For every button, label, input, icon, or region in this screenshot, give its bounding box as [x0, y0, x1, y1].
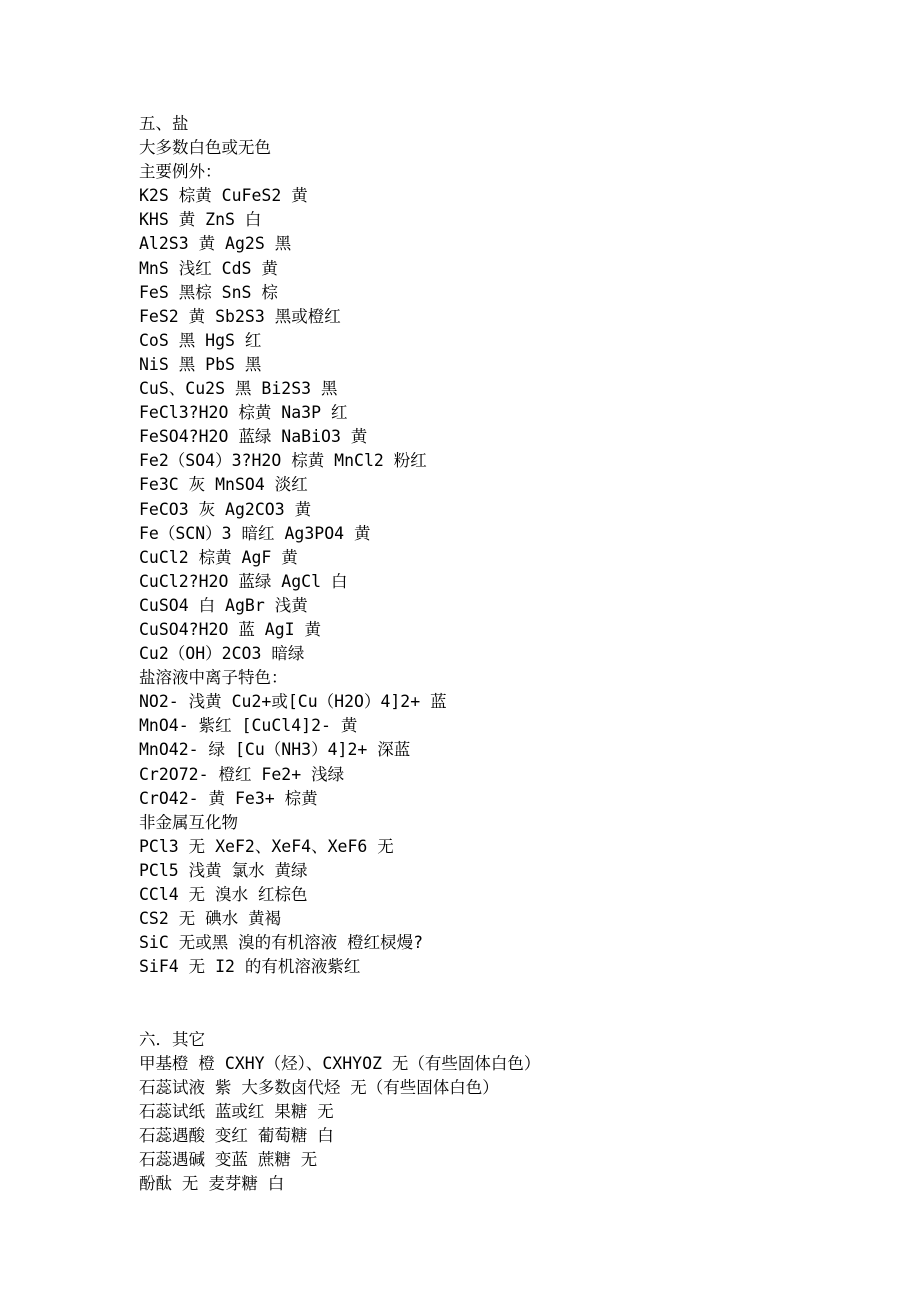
- text-line: 甲基橙 橙 CXHY（烃）、CXHYOZ 无（有些固体白色）: [139, 1053, 541, 1073]
- section-title-salt: 五、盐: [139, 114, 189, 133]
- text-line: SiC 无或黑 溴的有机溶液 橙红棂熳?: [139, 933, 424, 953]
- text-line: 主要例外：: [139, 162, 222, 182]
- text-line: SiF4 无 I2 的有机溶液紫红: [139, 957, 361, 977]
- text-line: Fe（SCN）3 暗红 Ag3PO4 黄: [139, 523, 371, 543]
- text-line: 石蕊遇碱 变蓝 蔗糖 无: [139, 1150, 318, 1170]
- text-line: Cr2O72- 橙红 Fe2+ 浅绿: [139, 764, 345, 784]
- text-line: CuCl2 棕黄 AgF 黄: [139, 547, 298, 567]
- text-line: NO2- 浅黄 Cu2+或[Cu（H2O）4]2+ 蓝: [139, 692, 447, 712]
- text-line: 石蕊试纸 蓝或红 果糖 无: [139, 1101, 334, 1121]
- text-line: MnS 浅红 CdS 黄: [139, 258, 278, 278]
- text-line: MnO42- 绿 [Cu（NH3）4]2+ 深蓝: [139, 740, 411, 760]
- text-line: CuCl2?H2O 蓝绿 AgCl 白: [139, 571, 348, 591]
- text-line: FeS2 黄 Sb2S3 黑或橙红: [139, 306, 341, 326]
- text-line: FeCl3?H2O 棕黄 Na3P 红: [139, 403, 348, 423]
- text-line: CuSO4 白 AgBr 浅黄: [139, 595, 308, 615]
- text-line: 大多数白色或无色: [139, 138, 271, 158]
- text-line: 石蕊遇酸 变红 葡萄糖 白: [139, 1125, 334, 1145]
- text-line: PCl5 浅黄 氯水 黄绿: [139, 860, 308, 880]
- text-line: CrO42- 黄 Fe3+ 棕黄: [139, 788, 318, 808]
- text-line: CCl4 无 溴水 红棕色: [139, 885, 308, 904]
- text-line: PCl3 无 XeF2、XeF4、XeF6 无: [139, 836, 394, 856]
- section-title-other: 六．其它: [139, 1029, 205, 1049]
- text-line: MnO4- 紫红 [CuCl4]2- 黄: [139, 716, 358, 736]
- section-gap: [139, 979, 879, 1027]
- text-line: CS2 无 碘水 黄褐: [139, 909, 282, 929]
- text-line: CuSO4?H2O 蓝 AgI 黄: [139, 619, 322, 639]
- text-line: 非金属互化物: [139, 812, 238, 832]
- text-line: CuS、Cu2S 黑 Bi2S3 黑: [139, 379, 338, 399]
- text-line: 石蕊试液 紫 大多数卤代烃 无（有些固体白色）: [139, 1077, 499, 1097]
- text-line: Fe2（SO4）3?H2O 棕黄 MnCl2 粉红: [139, 451, 427, 471]
- text-line: FeSO4?H2O 蓝绿 NaBiO3 黄: [139, 427, 368, 447]
- text-line: 盐溶液中离子特色：: [139, 668, 288, 688]
- text-line: Cu2（OH）2CO3 暗绿: [139, 644, 305, 664]
- text-line: FeS 黑棕 SnS 棕: [139, 282, 278, 302]
- text-line: FeCO3 灰 Ag2CO3 黄: [139, 499, 312, 519]
- text-line: 酚酞 无 麦芽糖 白: [139, 1174, 285, 1194]
- text-line: Al2S3 黄 Ag2S 黑: [139, 234, 292, 254]
- document-page: [139, 112, 879, 1196]
- text-line: NiS 黑 PbS 黑: [139, 354, 262, 374]
- text-line: Fe3C 灰 MnSO4 淡红: [139, 475, 308, 495]
- text-line: K2S 棕黄 CuFeS2 黄: [139, 186, 308, 206]
- text-line: CoS 黑 HgS 红: [139, 330, 262, 350]
- text-line: KHS 黄 ZnS 白: [139, 210, 262, 230]
